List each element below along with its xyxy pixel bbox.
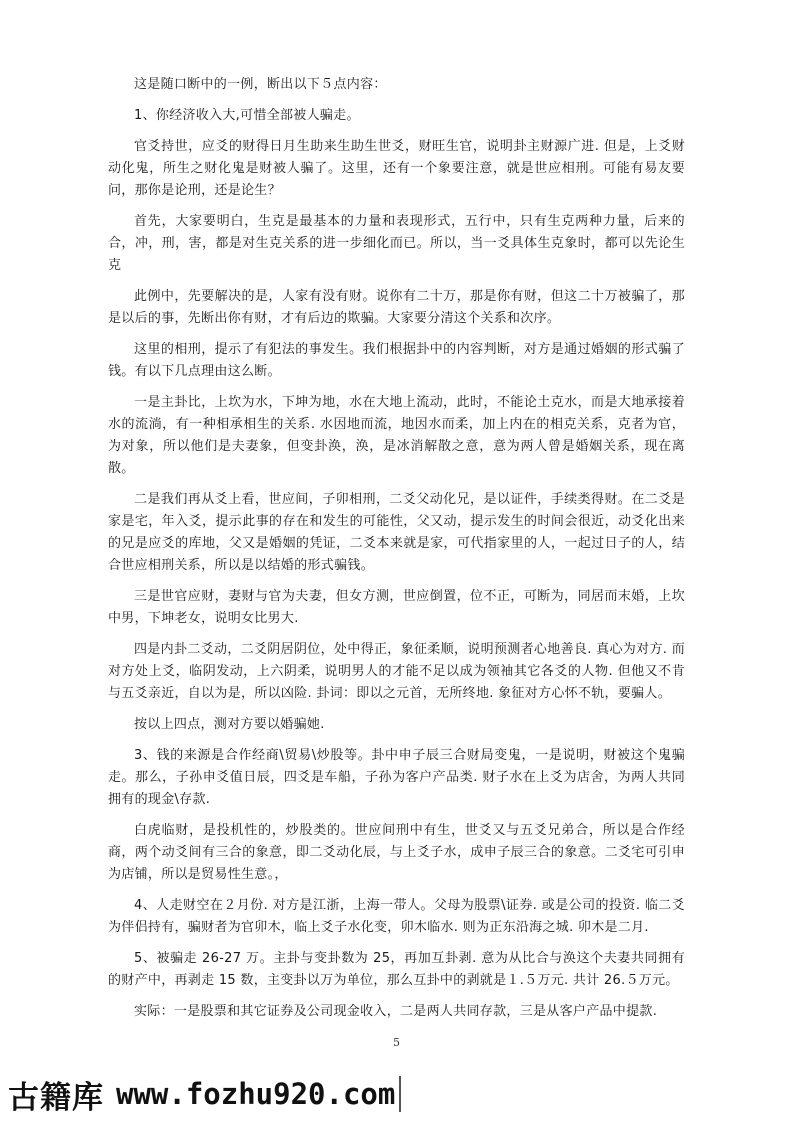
paragraph-point-1: 1、你经济收入大,可惜全部被人骗走。: [134, 108, 360, 123]
paragraph-point-4: 4、人走财空在２月份. 对方是江浙，上海一带人。父母为股票\证券. 或是公司的投资. 临二爻为伴侣持有，骗财者为官卯木，临上爻子水化变，卯木临水. 则为正东沿海之城. 卯木是二月.: [108, 898, 685, 935]
paragraph-reason-4: 四是内卦二爻动，二爻阴居阴位，处中得正，象征柔顺，说明预测者心地善良. 真心为对方. 而对方处上爻，临阴发动，上六阴柔，说明男人的才能不足以成为领袖其它各爻的人物. 但他又不肯与五爻亲近，自以为是，所以凶险. 卦词：即以之元首，无所终地. 象征对方心怀不轨，要骗人。: [108, 642, 685, 701]
document-body: [108, 74, 685, 1032]
watermark-logo: 古籍库: [8, 1079, 104, 1116]
paragraph-reason-2: 二是我们再从爻上看，世应间，子卯相刑，二爻父动化兄，是以证件，手续类得财。在二爻是家是宅，年入爻，提示此事的存在和发生的可能性，父又动，提示发生的时间会很近，动爻化出来的兄是应爻的库地，父又是婚姻的凭证，二爻本来就是家，可代指家里的人，一起过日子的人，结合世应相刑关系，所以是以结婚的形式骗钱。: [108, 492, 685, 573]
paragraph-shengke: 首先，大家要明白，生克是最基本的力量和表现形式，五行中，只有生克两种力量，后来的合，冲，刑，害，都是对生克关系的进一步细化而已。所以，当一爻具体生克象时，都可以先论生克: [108, 214, 685, 273]
paragraph-point-3: 3、钱的来源是合作经商\贸易\炒股等。卦中申子辰三合财局变鬼，一是说明，财被这个鬼骗走。那么，子孙申爻值日辰，四爻是车船，子孙为客户产品类. 财子水在上爻为店舍，为两人共同拥有的现金\存款.: [108, 748, 685, 807]
paragraph-conclusion: 按以上四点，测对方要以婚骗她.: [134, 717, 325, 732]
paragraph-point-5: 5、被骗走 26-27 万。主卦与变卦数为 25，再加互卦剥. 意为从比合与涣这个夫妻共同拥有的财产中，再剥走 15 数，主变卦以万为单位，那么互卦中的剥就是１.５万元. 共计 26.５万元。: [108, 951, 685, 988]
paragraph-actual: 实际：一是股票和其它证券及公司现金收入，二是两人共同存款，三是从客户产品中提款.: [134, 1004, 658, 1019]
paragraph-xiangxing: 这里的相刑，提示了有犯法的事发生。我们根据卦中的内容判断，对方是通过婚姻的形式骗了钱。有以下几点理由这么断。: [108, 342, 685, 379]
paragraph-baihu: 白虎临财，是投机性的，炒股类的。世应间刑中有生，世爻又与五爻兄弟合，所以是合作经商，两个动爻间有三合的象意，即二爻动化辰，与上爻子水，成申子辰三合的象意。二爻宅可引申为店铺，所以是贸易性生意。，: [108, 823, 685, 882]
page-number: 5: [393, 1036, 400, 1049]
site-watermark: [8, 1072, 401, 1116]
watermark-url[interactable]: www.fozhu920.com: [116, 1077, 396, 1111]
paragraph-intro: 这是随口断中的一例，断出以下５点内容：: [134, 77, 387, 92]
text-cursor-icon: [399, 1076, 401, 1112]
paragraph-reason-1: 一是主卦比，上坎为水，下坤为地，水在大地上流动，此时，不能论土克水，而是大地承接着水的流淌，有一种相承相生的关系. 水因地而流，地因水而柔，加上内在的相克关系，克者为官，为对象，所以他们是夫妻象，但变卦涣，涣，是冰消解散之意，意为两人曾是婚姻关系，现在离散。: [108, 395, 685, 476]
paragraph-example: 此例中，先要解决的是，人家有没有财。说你有二十万，那是你有财，但这二十万被骗了，那是以后的事，先断出你有财，才有后边的欺骗。大家要分清这个关系和次序。: [108, 289, 685, 326]
paragraph-reason-3: 三是世官应财，妻财与官为夫妻，但女方测，世应倒置，位不正，可断为，同居而末婚，上坎中男，下坤老女，说明女比男大.: [108, 589, 685, 626]
paragraph-shiyao: 官爻持世，应爻的财得日月生助来生助生世爻，财旺生官，说明卦主财源广进. 但是，上爻财动化鬼，所生之财化鬼是财被人骗了。这里，还有一个象要注意，就是世应相刑。可能有易友要问，那你是论刑，还是论生？: [108, 139, 685, 198]
